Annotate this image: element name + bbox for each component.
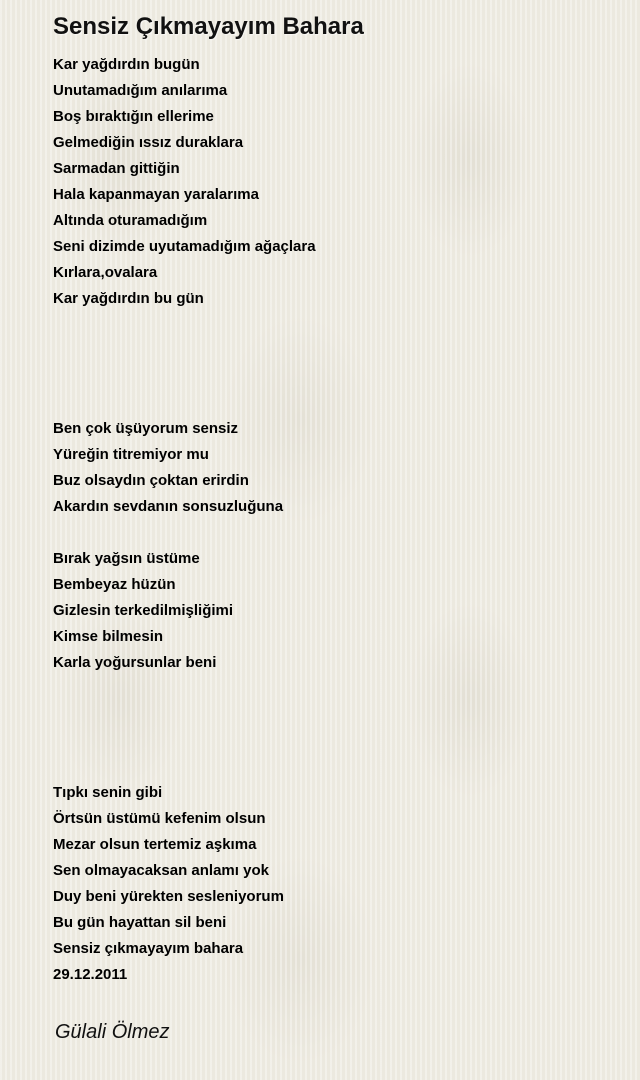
- stanza-gap: [53, 520, 613, 546]
- poem-line: Boş bıraktığın ellerime: [53, 108, 214, 125]
- poem-line: Karla yoğursunlar beni: [53, 654, 217, 671]
- poem-line: Mezar olsun tertemiz aşkıma: [53, 836, 257, 853]
- poem-line: 29.12.2011: [53, 966, 128, 983]
- poem-line: Ben çok üşüyorum sensiz: [53, 420, 239, 437]
- poem-line: Yüreğin titremiyor mu: [53, 446, 209, 463]
- poem-author: Gülali Ölmez: [55, 1021, 170, 1043]
- poem-line: Kırlara,ovalara: [53, 264, 158, 281]
- poem-line: Kimse bilmesin: [53, 628, 164, 645]
- poem-line: Hala kapanmayan yaralarıma: [53, 186, 259, 203]
- poem-line: Kar yağdırdın bu gün: [53, 290, 204, 307]
- poem-line: Tıpkı senin gibi: [53, 784, 163, 801]
- poem-line: Bembeyaz hüzün: [53, 576, 176, 593]
- stanza-gap: [53, 338, 613, 364]
- poem-line: Örtsün üstümü kefenim olsun: [53, 810, 266, 827]
- poem-line: Kar yağdırdın bugün: [53, 56, 200, 73]
- poem-line: Altında oturamadığım: [53, 212, 208, 229]
- stanza-gap: [53, 676, 613, 702]
- poem-body: [53, 52, 613, 988]
- poem-line: Seni dizimde uyutamadığım ağaçlara: [53, 238, 316, 255]
- stanza-gap: [53, 390, 613, 416]
- poem-line: Sensiz çıkmayayım bahara: [53, 940, 244, 957]
- poem-line: Bu gün hayattan sil beni: [53, 914, 227, 931]
- poem-container: [53, 10, 613, 988]
- stanza-gap: [53, 754, 613, 780]
- stanza-gap: [53, 702, 613, 728]
- poem-line: Gelmediğin ıssız duraklara: [53, 134, 244, 151]
- poem-line: Unutamadığım anılarıma: [53, 82, 228, 99]
- poem-line: Sarmadan gittiğin: [53, 160, 180, 177]
- poem-line: Buz olsaydın çoktan erirdin: [53, 472, 249, 489]
- poem-title: Sensiz Çıkmayayım Bahara: [53, 13, 364, 40]
- poem-line: Bırak yağsın üstüme: [53, 550, 200, 567]
- poem-line: Sen olmayacaksan anlamı yok: [53, 862, 269, 879]
- poem-line: Gizlesin terkedilmişliğimi: [53, 602, 234, 619]
- poem-line: Akardın sevdanın sonsuzluğuna: [53, 498, 284, 515]
- stanza-gap: [53, 364, 613, 390]
- poem-line: Duy beni yürekten sesleniyorum: [53, 888, 284, 905]
- stanza-gap: [53, 728, 613, 754]
- stanza-gap: [53, 312, 613, 338]
